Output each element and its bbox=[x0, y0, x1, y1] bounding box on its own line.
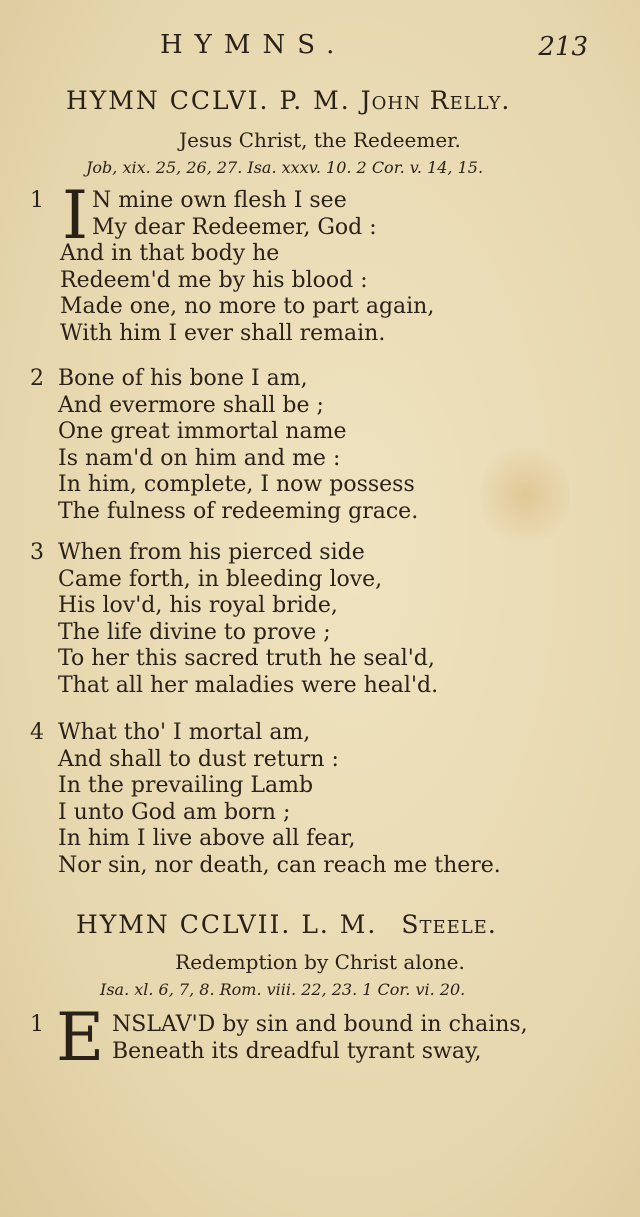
verse-line: In him I live above all fear, bbox=[58, 826, 356, 851]
verse-line: Redeem'd me by his blood : bbox=[60, 267, 368, 293]
hymn-256-subject: Jesus Christ, the Redeemer. bbox=[179, 128, 461, 152]
verse-line: And evermore shall be ; bbox=[58, 392, 324, 418]
running-header bbox=[0, 30, 640, 64]
verse-line: And shall to dust return : bbox=[58, 746, 339, 772]
verse-line: Bone of his bone I am, bbox=[58, 366, 308, 391]
hymn-257-scripture: Isa. xl. 6, 7, 8. Rom. viii. 22, 23. 1 Cor. vi. 20. bbox=[100, 980, 466, 999]
page-number: 213 bbox=[538, 32, 588, 62]
verse-line: Came forth, in bleeding love, bbox=[58, 566, 383, 592]
drop-cap: I bbox=[62, 177, 89, 254]
verse-line: Is nam'd on him and me : bbox=[58, 445, 341, 471]
stanza-number: 4 bbox=[30, 720, 44, 745]
hymn-256-author: John Relly. bbox=[360, 86, 511, 115]
verse-line: Made one, no more to part again, bbox=[60, 294, 435, 319]
verse-line: That all her maladies were heal'd. bbox=[58, 672, 439, 698]
verse-line: Beneath its dreadful tyrant sway, bbox=[112, 1038, 482, 1064]
verse-line: My dear Redeemer, God : bbox=[92, 214, 377, 240]
hymn-257-author: Steele. bbox=[401, 910, 497, 939]
hymn-256-scripture: Job, xix. 25, 26, 27. Isa. xxxv. 10. 2 Cor. v. 14, 15. bbox=[86, 158, 484, 177]
verse-line: Nor sin, nor death, can reach me there. bbox=[58, 852, 501, 878]
verse-line: To her this sacred truth he seal'd, bbox=[58, 646, 435, 671]
verse-line: With him I ever shall remain. bbox=[60, 320, 386, 346]
verse-line: In the prevailing Lamb bbox=[58, 773, 314, 798]
drop-cap: E bbox=[56, 999, 105, 1076]
stanza-number: 1 bbox=[30, 1012, 44, 1037]
hymn-256-number: HYMN CCLVI. P. M. bbox=[66, 86, 351, 115]
hymn-257-number: HYMN CCLVII. L. M. bbox=[76, 910, 378, 939]
stanza-number: 1 bbox=[30, 188, 44, 213]
verse-line: And in that body he bbox=[60, 241, 280, 266]
verse-line: N mine own flesh I see bbox=[92, 188, 347, 213]
verse-line: When from his pierced side bbox=[58, 540, 365, 565]
running-title: HYMNS. bbox=[160, 30, 347, 60]
hymn-256-title bbox=[66, 86, 510, 115]
verse-line: His lov'd, his royal bride, bbox=[58, 593, 338, 618]
verse-line: I unto God am born ; bbox=[58, 799, 291, 825]
verse-line: In him, complete, I now possess bbox=[58, 472, 415, 497]
stanza-number: 3 bbox=[30, 540, 44, 565]
stanza-number: 2 bbox=[30, 366, 44, 391]
hymn-257-subject: Redemption by Christ alone. bbox=[175, 950, 465, 974]
hymn-257-title bbox=[76, 910, 497, 939]
verse-line: What tho' I mortal am, bbox=[58, 720, 311, 745]
verse-line: The life divine to prove ; bbox=[58, 619, 331, 645]
paper-stain bbox=[480, 440, 570, 550]
verse-line: The fulness of redeeming grace. bbox=[58, 498, 419, 524]
verse-line: One great immortal name bbox=[58, 419, 347, 444]
verse-line: NSLAV'D by sin and bound in chains, bbox=[112, 1012, 528, 1037]
